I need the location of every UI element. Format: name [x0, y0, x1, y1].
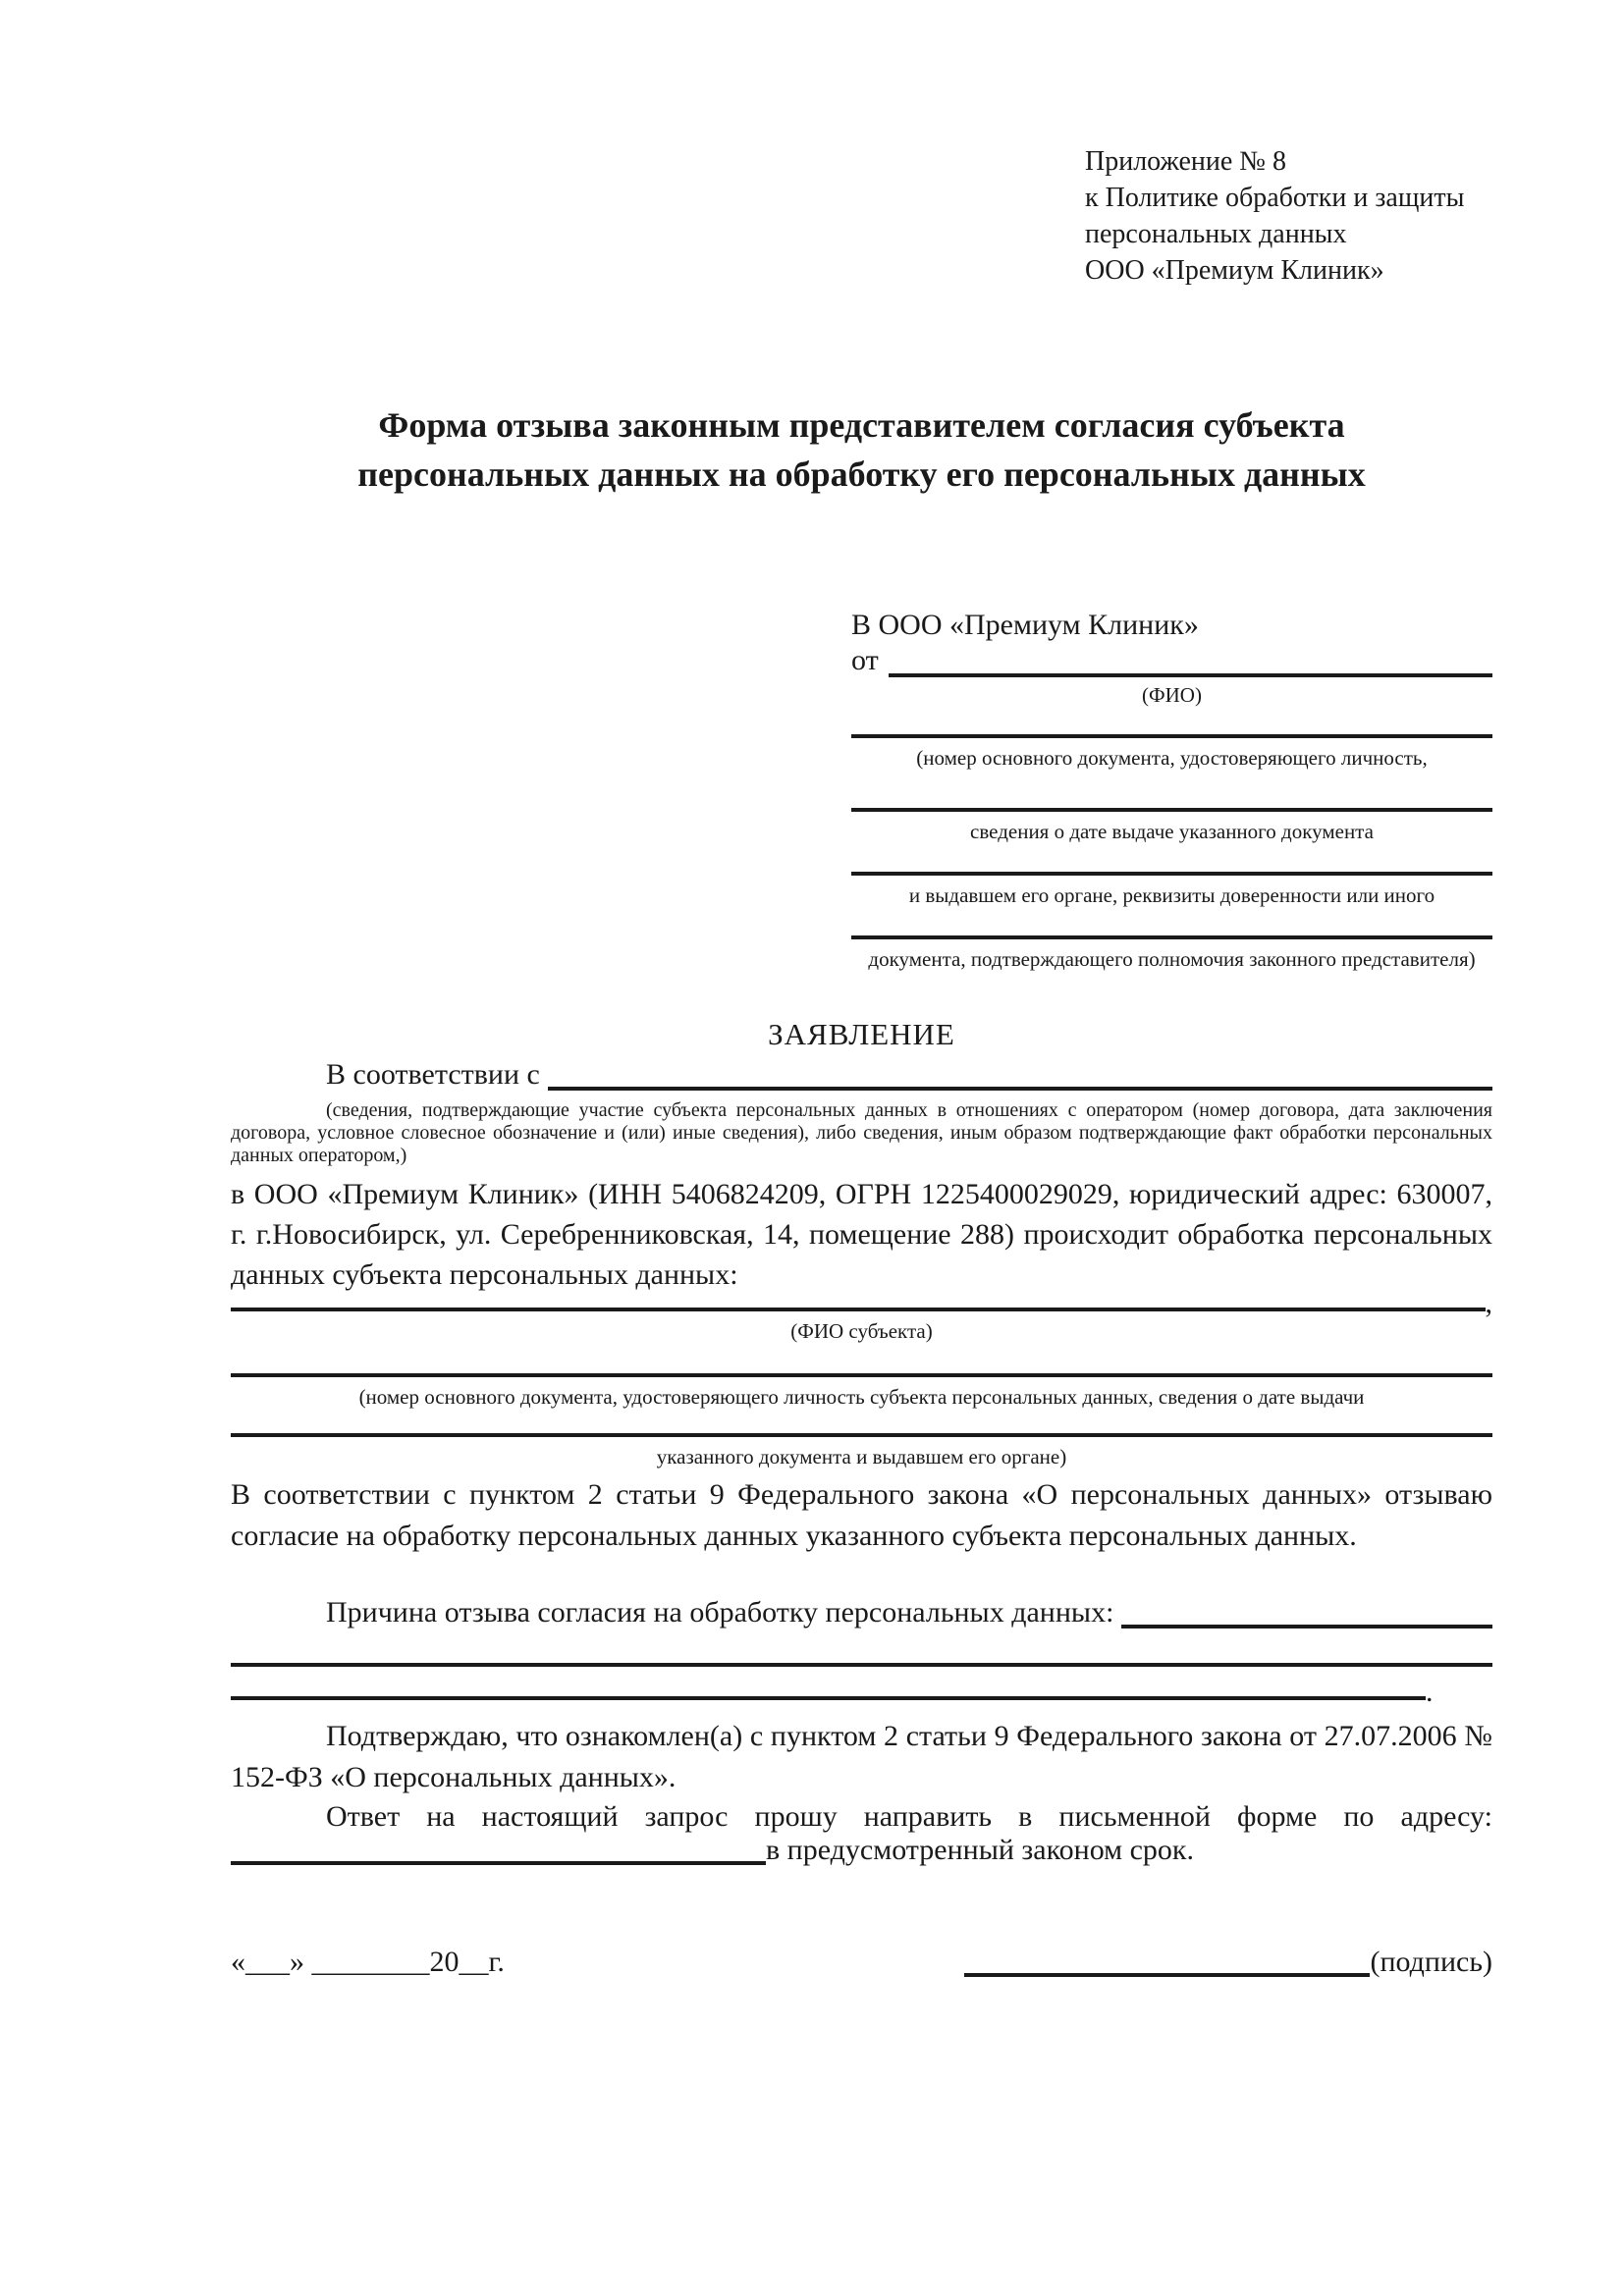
representative-doc-field-3[interactable]	[851, 872, 1492, 876]
reason-period: .	[1426, 1675, 1434, 1708]
subject-fio-field[interactable]	[231, 1280, 1486, 1311]
signature-caption: (подпись)	[1370, 1946, 1492, 1978]
reason-field-line-2[interactable]	[231, 1635, 1492, 1667]
reply-tail-text: в предусмотренный законом срок.	[766, 1834, 1194, 1866]
subject-fio-row	[231, 1280, 1492, 1319]
accordance-label: В соответствии с	[326, 1058, 540, 1091]
representative-fio-field[interactable]	[889, 644, 1492, 677]
annex-header-line-1: Приложение № 8	[1085, 146, 1286, 177]
representative-doc-group-2	[851, 808, 1492, 843]
representative-doc-field-1[interactable]	[851, 734, 1492, 738]
representative-doc-field-2[interactable]	[851, 808, 1492, 812]
representative-doc-group-1	[851, 734, 1492, 770]
representative-doc-caption-3: и выдавшем его органе, реквизиты доверенности или иного	[908, 883, 1435, 907]
annex-header-block	[1085, 143, 1464, 289]
annex-header-line-4: ООО «Премиум Клиник»	[1085, 255, 1384, 286]
representative-doc-caption-1: (номер основного документа, удостоверяющего личность,	[916, 746, 1428, 770]
signature-group	[964, 1940, 1492, 1977]
operator-paragraph: в ООО «Премиум Клиник» (ИНН 5406824209, ОГРН 1225400029029, юридический адрес: 630007, г. г.Новосибирск, ул. Серебренниковская, 14, помещение 288) происходит обработка персональных данных субъекта персональных данных:	[231, 1178, 1492, 1291]
reason-label: Причина отзыва согласия на обработку персональных данных:	[326, 1596, 1114, 1629]
representative-doc-caption-4: документа, подтверждающего полномочия законного представителя)	[868, 947, 1476, 971]
representative-doc-field-4[interactable]	[851, 935, 1492, 939]
reason-row	[231, 1596, 1492, 1629]
subject-doc-caption-2: указанного документа и выдавшем его органе)	[656, 1445, 1067, 1468]
accordance-row	[231, 1058, 1492, 1091]
annex-header-line-3: персональных данных	[1085, 219, 1347, 249]
recipient-organization: В ООО «Премиум Клиник»	[851, 609, 1199, 641]
confirmation-paragraph: Подтверждаю, что ознакомлен(а) с пунктом 2 статьи 9 Федерального закона от 27.07.2006 № 152-ФЗ «О персональных данных».	[231, 1720, 1492, 1793]
recipient-from-row	[851, 644, 1492, 677]
form-title-line-1: Форма отзыва законным представителем согласия субъекта	[378, 405, 1345, 445]
withdrawal-paragraph: В соответствии с пунктом 2 статьи 9 Федерального закона «О персональных данных» отзываю согласие на обработку персональных данных указанного субъекта персональных данных.	[231, 1478, 1492, 1552]
accordance-note: (сведения, подтверждающие участие субъекта персональных данных в отношениях с оператором (номер договора, дата заключения договора, условное словесное обозначение и (или) иные сведения), либо сведения, иным образом подтверждающие факт обработки персональных данных оператором,)	[231, 1099, 1492, 1166]
reason-field-line-3[interactable]	[231, 1669, 1426, 1700]
representative-doc-group-4	[851, 935, 1492, 971]
statement-heading: ЗАЯВЛЕНИЕ	[768, 1017, 955, 1051]
signature-field[interactable]	[964, 1940, 1370, 1977]
subject-fio-comma: ,	[1485, 1286, 1492, 1319]
reason-field[interactable]	[1121, 1596, 1492, 1629]
accordance-basis-field[interactable]	[548, 1058, 1492, 1091]
recipient-block	[851, 607, 1492, 971]
representative-doc-caption-2: сведения о дате выдаче указанного документа	[970, 820, 1374, 843]
date-line: «___» ________20__г.	[231, 1946, 505, 1978]
form-title	[231, 400, 1492, 499]
subject-doc-field-1[interactable]	[231, 1345, 1492, 1377]
annex-header-line-2: к Политике обработки и защиты	[1085, 183, 1465, 213]
form-title-line-2: персональных данных на обработку его персональных данных	[357, 454, 1366, 494]
address-field[interactable]	[231, 1838, 766, 1865]
from-label: от	[851, 644, 879, 676]
subject-fio-caption: (ФИО субъекта)	[790, 1319, 933, 1343]
reply-request-line: Ответ на настоящий запрос прошу направить в письменной форме по адресу:	[326, 1800, 1492, 1833]
reason-line-3-row	[231, 1669, 1492, 1708]
subject-doc-caption-1: (номер основного документа, удостоверяющего личность субъекта персональных данных, сведения о дате выдачи	[358, 1385, 1365, 1409]
subject-doc-field-2[interactable]	[231, 1405, 1492, 1437]
footer-row	[231, 1940, 1492, 1977]
reply-address-row	[231, 1834, 1492, 1866]
fio-caption: (ФИО)	[1142, 683, 1202, 707]
representative-doc-group-3	[851, 872, 1492, 907]
